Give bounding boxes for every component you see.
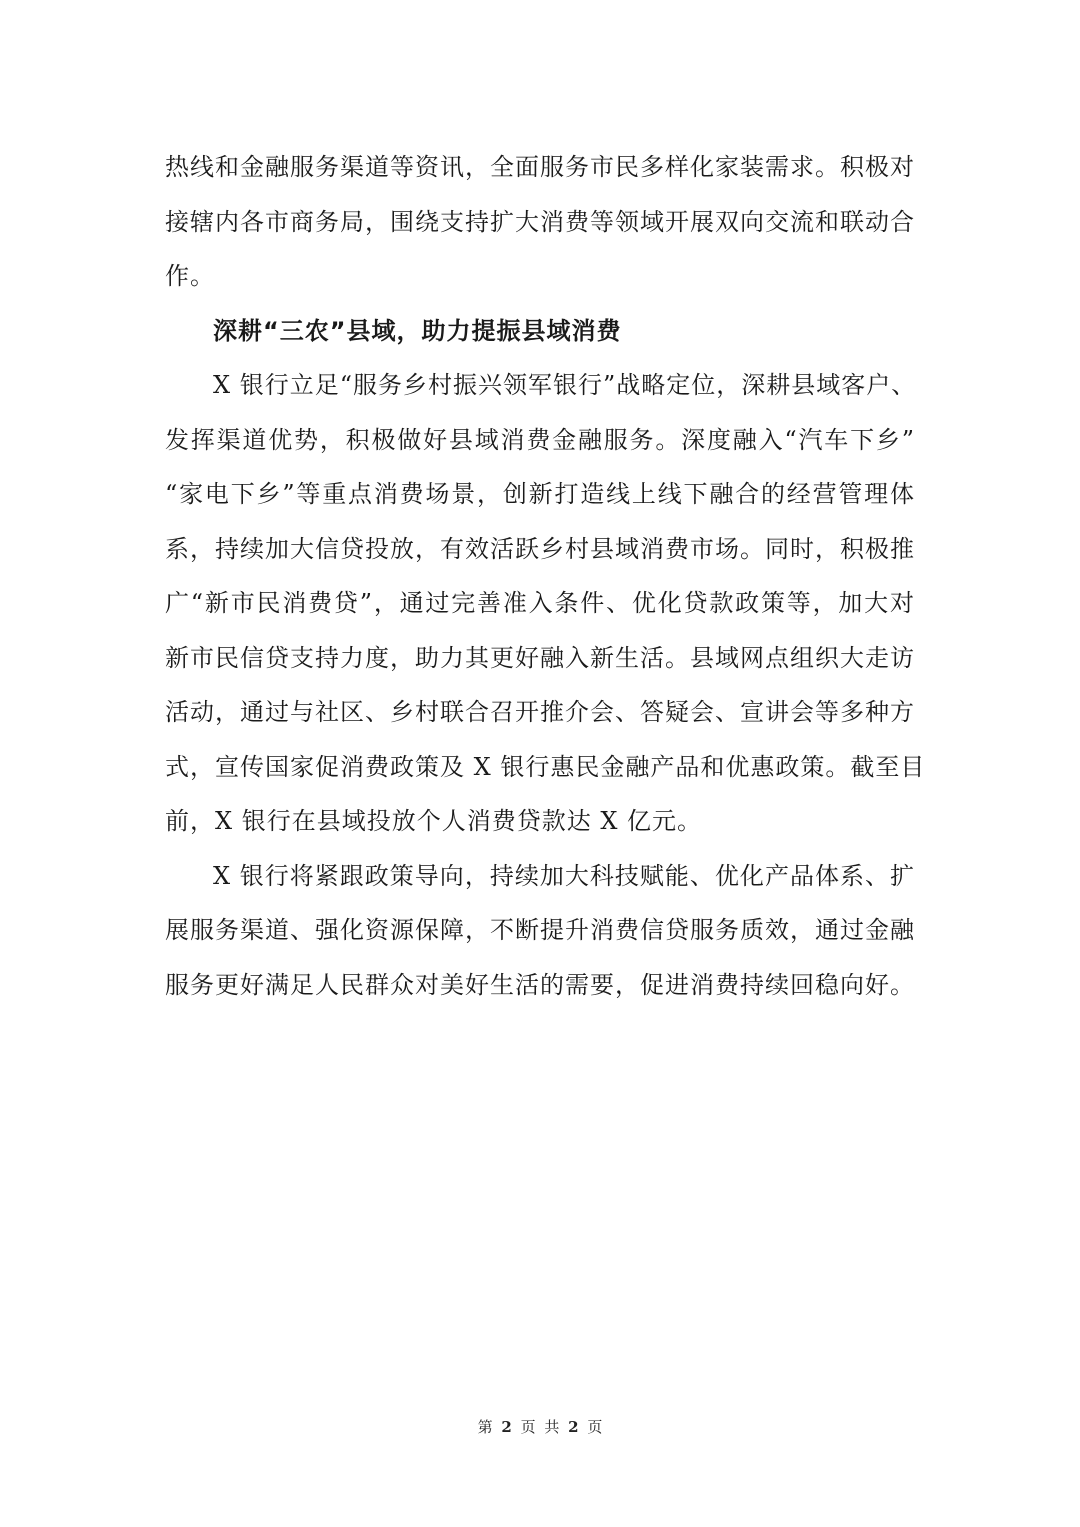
section-heading (165, 304, 915, 359)
text-line: 热线和金融服务渠道等资讯，全面服务市民多样化家装需求。积极对 (165, 153, 915, 181)
text-line: X 银行立足“服务乡村振兴领军银行”战略定位，深耕县域客户、 (213, 371, 917, 399)
text-line: 活动，通过与社区、乡村联合召开推介会、答疑会、宣讲会等多种方 (165, 698, 915, 726)
text-line: 服务更好满足人民群众对美好生活的需要，促进消费持续回稳向好。 (165, 970, 915, 999)
text-line: 广“新市民消费贷”，通过完善准入条件、优化贷款政策等，加大对 (165, 589, 915, 617)
footer-middle: 页 共 (520, 1418, 560, 1436)
section-heading-text: 深耕“三农”县域，助力提振县域消费 (213, 316, 622, 345)
text-line: 新市民信贷支持力度，助力其更好融入新生活。县域网点组织大走访 (165, 643, 915, 672)
footer-total-pages: 2 (568, 1418, 579, 1436)
text-line: 式，宣传国家促消费政策及 X 银行惠民金融产品和优惠政策。截至目 (165, 752, 926, 781)
text-line: 前，X 银行在县域投放个人消费贷款达 X 亿元。 (165, 807, 703, 835)
text-line: 接辖内各市商务局，围绕支持扩大消费等领域开展双向交流和联动合 (165, 207, 915, 236)
footer-prefix: 第 (477, 1418, 493, 1436)
footer-current-page: 2 (501, 1418, 512, 1436)
text-line: X 银行将紧跟政策导向，持续加大科技赋能、优化产品体系、扩 (213, 861, 915, 890)
page-footer (0, 1416, 1080, 1437)
text-line: 发挥渠道优势，积极做好县域消费金融服务。深度融入“汽车下乡” (165, 425, 915, 454)
paragraph-continuation (165, 140, 915, 304)
footer-suffix: 页 (587, 1418, 603, 1436)
paragraph-county-consumption (165, 358, 926, 849)
text-line: 作。 (165, 262, 215, 290)
text-line: 展服务渠道、强化资源保障，不断提升消费信贷服务质效，通过金融 (165, 916, 915, 944)
document-body (165, 140, 926, 1012)
text-line: “家电下乡”等重点消费场景，创新打造线上线下融合的经营管理体 (165, 480, 915, 508)
paragraph-conclusion (165, 849, 915, 1013)
text-line: 系，持续加大信贷投放，有效活跃乡村县域消费市场。同时，积极推 (165, 534, 915, 563)
